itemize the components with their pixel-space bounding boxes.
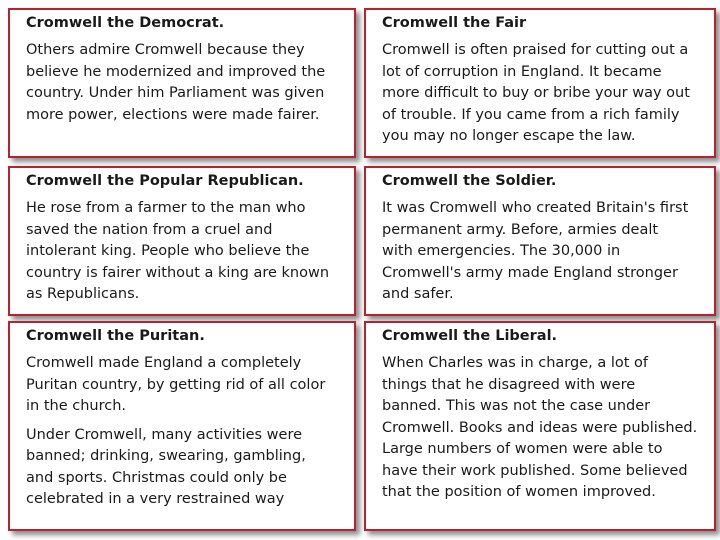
- card-cromwell-soldier: [364, 166, 716, 316]
- card-body: [382, 353, 708, 504]
- text-line: Large numbers of women were able to: [382, 441, 663, 457]
- text-line: intolerant king. People who believe the: [26, 243, 310, 259]
- text-line: country. Under him Parliament was given: [26, 85, 325, 101]
- card-paragraph: [382, 198, 708, 306]
- text-line: It was Cromwell who created Britain's first: [382, 200, 689, 216]
- card-cromwell-popular-republican: [8, 166, 356, 316]
- text-line: lot of corruption in England. It became: [382, 63, 662, 80]
- text-line: and sports. Christmas could only be: [26, 469, 287, 486]
- text-line: believe he modernized and improved the: [26, 63, 326, 80]
- card-cromwell-liberal: [364, 321, 716, 531]
- card-title: Cromwell the Democrat.: [26, 15, 225, 31]
- card-paragraph: [382, 40, 708, 148]
- text-line: celebrated in a very restrained way: [26, 491, 285, 507]
- text-line: He rose from a farmer to the man who: [26, 200, 306, 216]
- card-title: Cromwell the Fair: [382, 15, 527, 31]
- card-paragraph: [382, 353, 708, 504]
- text-line: saved the nation from a cruel and: [26, 221, 273, 238]
- card-title: Cromwell the Liberal.: [382, 328, 558, 344]
- text-line: Cromwell is often praised for cutting out a: [382, 42, 689, 58]
- text-line: of trouble. If you came from a rich family: [382, 106, 680, 123]
- text-line: in the church.: [26, 398, 126, 414]
- text-line: country is fairer without a king are known: [26, 264, 330, 281]
- card-title: Cromwell the Popular Republican.: [26, 173, 304, 189]
- text-line: Cromwell. Books and ideas were published.: [382, 419, 698, 436]
- text-line: that the position of women improved.: [382, 484, 656, 500]
- text-line: Cromwell's army made England stronger: [382, 264, 678, 281]
- card-paragraph: [26, 353, 348, 418]
- card-body: [26, 40, 348, 126]
- card-paragraph: [26, 425, 348, 511]
- card-paragraph: [26, 40, 348, 126]
- text-line: more power, elections were made fairer.: [26, 106, 320, 123]
- card-title: Cromwell the Puritan.: [26, 328, 205, 344]
- text-line: permanent army. Before, armies dealt: [382, 221, 659, 238]
- card-body: [382, 198, 708, 306]
- card-cromwell-puritan: [8, 321, 356, 531]
- card-body: [26, 353, 348, 511]
- text-line: Others admire Cromwell because they: [26, 42, 305, 58]
- text-line: and safer.: [382, 286, 454, 302]
- card-title: Cromwell the Soldier.: [382, 173, 557, 189]
- text-line: Puritan country, by getting rid of all color: [26, 376, 326, 393]
- card-cromwell-democrat: [8, 8, 356, 158]
- text-line: have their work published. Some believed: [382, 462, 688, 479]
- card-paragraph: [26, 198, 348, 306]
- text-line: with emergencies. The 30,000 in: [382, 243, 621, 259]
- text-line: more difficult to buy or bribe your way out: [382, 85, 690, 101]
- text-line: things that he disagreed with were: [382, 376, 636, 393]
- text-line: as Republicans.: [26, 286, 140, 302]
- text-line: Cromwell made England a completely: [26, 355, 302, 371]
- text-line: Under Cromwell, many activities were: [26, 426, 303, 443]
- text-line: banned; drinking, swearing, gambling,: [26, 448, 306, 464]
- text-line: When Charles was in charge, a lot of: [382, 355, 649, 371]
- card-cromwell-fair: [364, 8, 716, 158]
- text-line: banned. This was not the case under: [382, 398, 651, 414]
- text-line: you may no longer escape the law.: [382, 128, 636, 144]
- card-body: [382, 40, 708, 148]
- card-body: [26, 198, 348, 306]
